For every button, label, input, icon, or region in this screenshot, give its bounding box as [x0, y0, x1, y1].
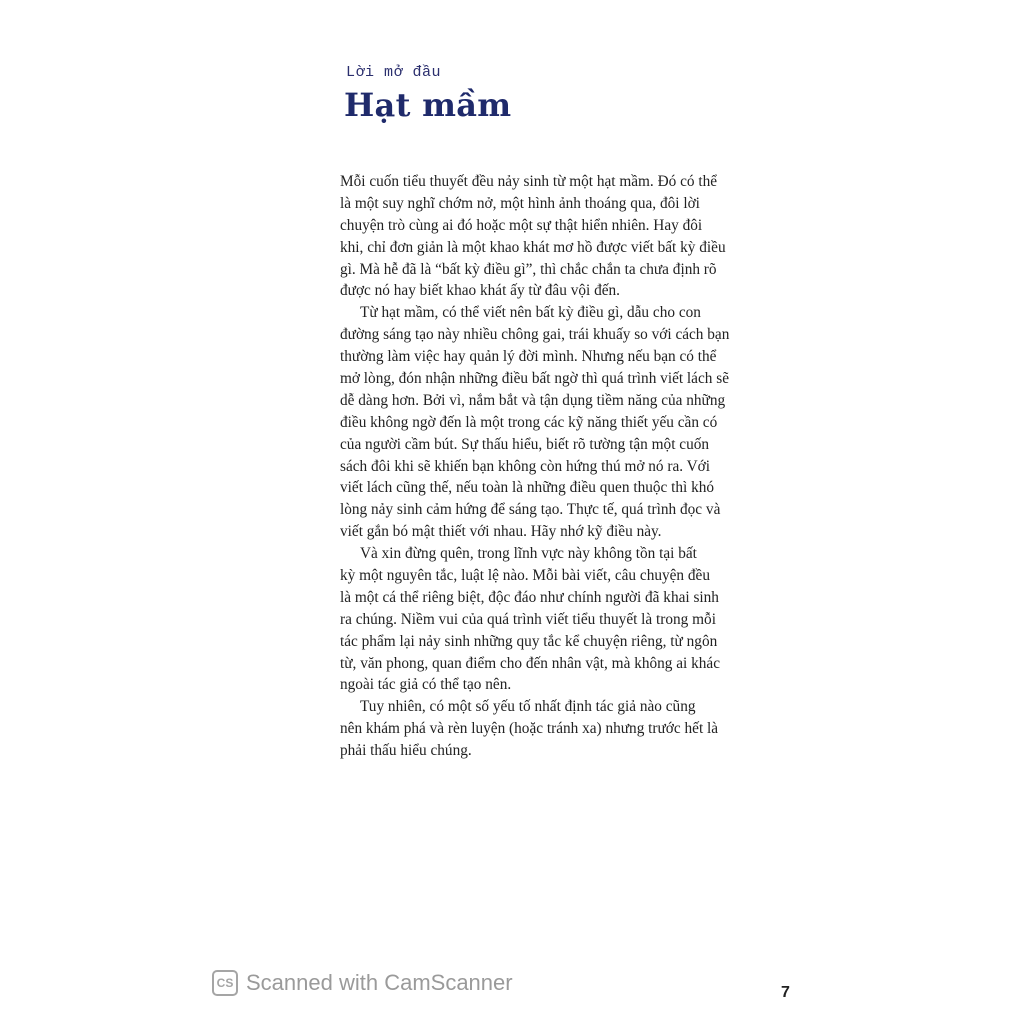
- text-line: tác phẩm lại nảy sinh những quy tắc kể chuyện riêng, từ ngôn: [340, 632, 718, 650]
- text-line: viết lách cũng thế, nếu toàn là những điều quen thuộc thì khó: [340, 479, 715, 497]
- text-line: mở lòng, đón nhận những điều bất ngờ thì quá trình viết lách sẽ: [340, 370, 729, 388]
- page-number: 7: [781, 984, 790, 1001]
- text-line: nên khám phá và rèn luyện (hoặc tránh xa) nhưng trước hết là: [340, 720, 719, 738]
- text-line: ra chúng. Niềm vui của quá trình viết tiểu thuyết là trong mỗi: [340, 610, 716, 628]
- paragraph: [340, 543, 800, 696]
- text-line: phải thấu hiểu chúng.: [340, 742, 472, 760]
- scanner-watermark: [212, 970, 513, 996]
- text-line: điều không ngờ đến là một trong các kỹ năng thiết yếu cần có: [340, 413, 718, 431]
- paragraph: [340, 696, 800, 762]
- paragraph: [340, 171, 800, 302]
- text-line: Và xin đừng quên, trong lĩnh vực này không tồn tại bất: [360, 545, 697, 563]
- text-line: Tuy nhiên, có một số yếu tố nhất định tác giả nào cũng: [360, 698, 696, 716]
- text-line: sách đôi khi sẽ khiến bạn không còn hứng thú mở nó ra. Với: [340, 457, 711, 475]
- text-line: từ, văn phong, quan điểm cho đến nhân vật, mà không ai khác: [340, 654, 720, 672]
- text-line: đường sáng tạo này nhiều chông gai, trái khuấy so với cách bạn: [340, 326, 730, 344]
- watermark-text: Scanned with CamScanner: [246, 970, 513, 995]
- text-line: chuyện trò cùng ai đó hoặc một sự thật hiển nhiên. Hay đôi: [340, 216, 703, 234]
- text-line: Mỗi cuốn tiểu thuyết đều nảy sinh từ một hạt mầm. Đó có thể: [340, 173, 718, 190]
- text-line: viết gắn bó mật thiết với nhau. Hãy nhớ kỹ điều này.: [340, 523, 662, 541]
- text-line: ngoài tác giả có thể tạo nên.: [340, 676, 512, 694]
- text-line: kỳ một nguyên tắc, luật lệ nào. Mỗi bài viết, câu chuyện đều: [340, 567, 710, 585]
- chapter-label: Lời mở đầu: [346, 64, 442, 81]
- text-line: gì. Mà hễ đã là “bất kỳ điều gì”, thì chắc chắn ta chưa định rõ: [340, 260, 717, 278]
- paragraph: [340, 302, 800, 543]
- text-line: được nó hay biết khao khát ấy từ đâu vội đến.: [340, 282, 620, 300]
- text-line: dễ dàng hơn. Bởi vì, nắm bắt và tận dụng tiềm năng của những: [340, 391, 726, 409]
- text-line: Từ hạt mầm, có thể viết nên bất kỳ điều gì, dẫu cho con: [360, 304, 701, 322]
- text-line: là một suy nghĩ chớm nở, một hình ảnh thoáng qua, đôi lời: [340, 194, 700, 212]
- camscanner-logo-icon: CS: [212, 970, 238, 996]
- text-line: là một cá thể riêng biệt, độc đáo như chính người đã khai sinh: [340, 588, 719, 606]
- text-line: thường làm việc hay quản lý đời mình. Nhưng nếu bạn có thể: [340, 348, 717, 366]
- chapter-title: Hạt mầm: [344, 86, 512, 124]
- text-line: khi, chỉ đơn giản là một khao khát mơ hồ được viết bất kỳ điều: [340, 238, 726, 256]
- body-text: [340, 171, 800, 762]
- text-line: của người cầm bút. Sự thấu hiểu, biết rõ tường tận một cuốn: [340, 435, 710, 453]
- text-line: lòng nảy sinh cảm hứng để sáng tạo. Thực tế, quá trình đọc và: [340, 501, 721, 519]
